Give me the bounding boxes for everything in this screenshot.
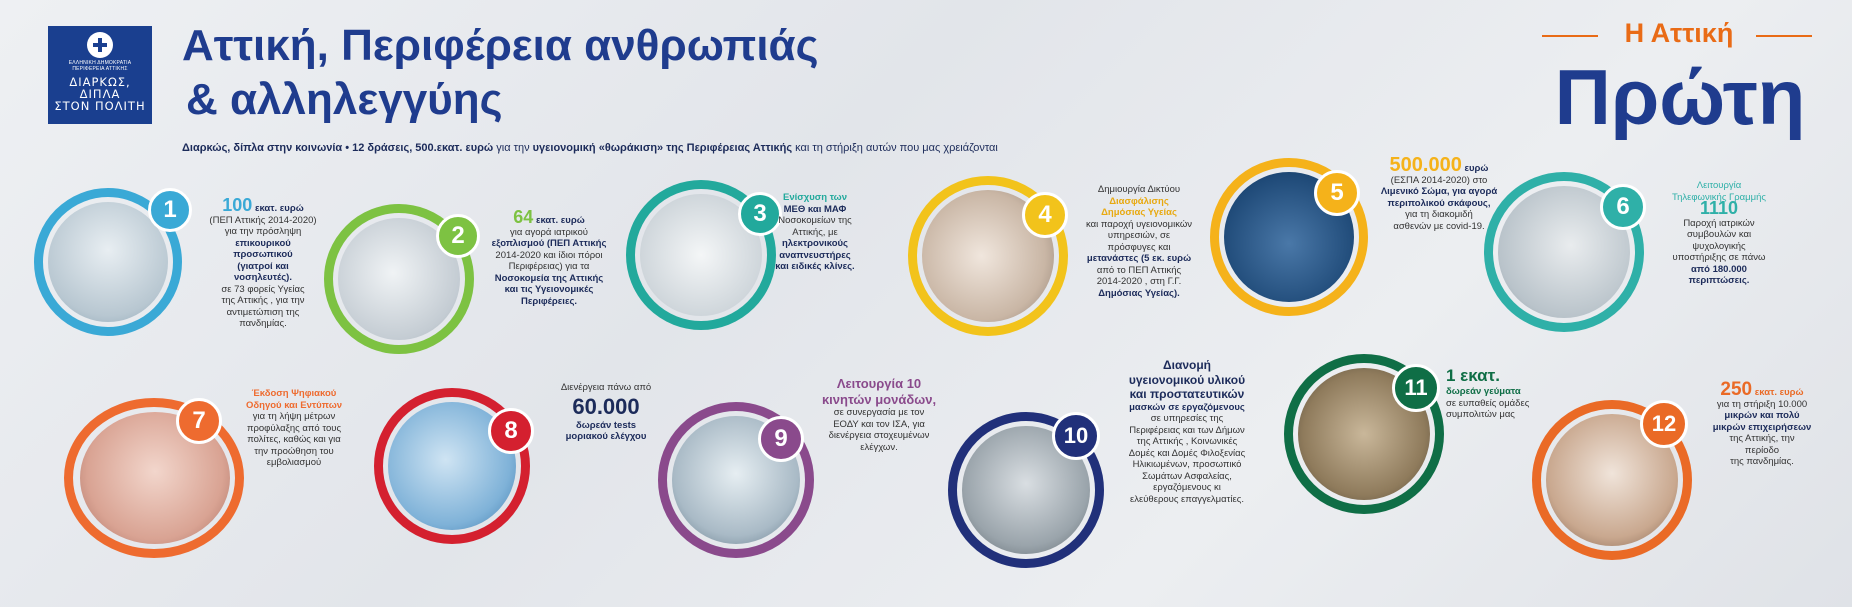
item-5-line: Λιμενικό Σώμα, για αγορά <box>1380 186 1498 197</box>
item-12-line: για τη στήριξη 10.000 <box>1716 398 1808 410</box>
item-3-text <box>766 192 864 273</box>
item-10-line: ελεύθερους επαγγελματίες. <box>1130 493 1244 505</box>
item-1-text <box>208 195 318 330</box>
item-6-line: Λειτουργία <box>1696 180 1742 191</box>
item-6-line: από 180.000 <box>1691 263 1747 275</box>
page-subtitle <box>182 142 998 154</box>
item-6-badge: 6 <box>1600 184 1646 230</box>
item-6-line: Τηλεφωνικής Γραμμής <box>1671 191 1766 203</box>
item-1-number: 100 <box>222 195 253 215</box>
item-7-line: προφύλαξης από τους <box>246 422 342 434</box>
subtitle-part-c: υγειονομική «θωράκιση» της Περιφέρειας Αττικής <box>532 142 793 154</box>
item-8-line: Διενέργεια πάνω από <box>560 382 652 393</box>
item-7-text <box>234 388 354 469</box>
item-11-text <box>1446 366 1558 421</box>
item-5-line: ασθενών με covid-19. <box>1393 220 1485 232</box>
item-10-line: υγειονομικού υλικού <box>1128 372 1246 387</box>
item-10-line: της Αττικής , Κοινωνικές <box>1136 436 1238 447</box>
item-5-line: για τη διακομιδή <box>1405 209 1473 220</box>
item-1-line: (γιατροί και νοσηλευτές). <box>234 260 292 283</box>
item-10-line: Σωμάτων Ασφαλείας, <box>1142 470 1232 482</box>
item-11-line: σε ευπαθείς ομάδες <box>1446 397 1530 409</box>
item-6-line: περιπτώσεις. <box>1688 275 1750 286</box>
item-5-badge: 5 <box>1314 170 1360 216</box>
item-12-line: περίοδο <box>1744 444 1780 456</box>
item-7-line: για τη λήψη μέτρων <box>252 411 336 422</box>
item-12-badge: 12 <box>1640 400 1688 448</box>
item-2-line: Περιφέρειες. <box>520 295 578 307</box>
item-2-line: εξοπλισμού (ΠΕΠ Αττικής <box>491 238 607 249</box>
item-10-line: μασκών σε εργαζόμενους <box>1129 401 1245 413</box>
item-10-line: σε υπηρεσίες της <box>1150 413 1224 424</box>
item-5-line: (ΕΣΠΑ 2014-2020) στο <box>1390 174 1488 186</box>
page-title: Αττική, Περιφέρεια ανθρωπιάς <box>182 21 819 70</box>
item-8-text <box>550 382 662 443</box>
item-10-line: Διανομή <box>1162 358 1211 372</box>
item-5-text <box>1380 154 1498 232</box>
item-11-line: συμπολιτών μας <box>1446 409 1515 420</box>
item-1-line: πανδημίας. <box>239 318 287 329</box>
item-3-line: αναπνευστήρες <box>779 249 851 261</box>
item-11-number: 1 εκατ. <box>1446 366 1500 385</box>
item-12-line: μικρών επιχειρήσεων <box>1712 421 1812 433</box>
brand-title: Πρώτη <box>1554 53 1806 141</box>
item-7-line: την προώθηση του <box>254 445 334 457</box>
item-2-line: για αγορά ιατρικού <box>509 226 589 238</box>
subtitle-part-a: Διαρκώς, δίπλα στην κοινωνία • 12 δράσεις, 500.εκατ. ευρώ <box>182 142 494 154</box>
item-5-number: 500.000 <box>1389 154 1462 176</box>
item-4-line: από το ΠΕΠ Αττικής <box>1096 264 1182 276</box>
item-8-line: μοριακού ελέγχου <box>565 431 647 442</box>
item-12-text <box>1700 379 1824 468</box>
item-1-line: εκατ. ευρώ <box>254 203 304 214</box>
item-12-line: εκατ. ευρώ <box>1754 387 1804 398</box>
item-2-line: εκατ. ευρώ <box>535 215 585 226</box>
item-6-line: ψυχολογικής <box>1692 240 1746 252</box>
item-8-badge: 8 <box>488 408 534 454</box>
item-9-line: κινητών μονάδων, <box>821 391 937 407</box>
item-4-line: Δημιουργία Δικτύου <box>1097 184 1181 195</box>
region-logo <box>48 26 152 124</box>
item-4-badge: 4 <box>1022 192 1068 238</box>
item-3-line: Νοσοκομείων της <box>778 215 852 226</box>
item-7-line: Οδηγού και Εντύπων <box>245 399 343 411</box>
item-7-line: Έκδοση Ψηφιακού <box>251 388 337 399</box>
item-1-line: επικουρικού προσωπικού <box>233 237 293 260</box>
item-5-line: ευρώ <box>1464 163 1489 174</box>
item-9-badge: 9 <box>758 416 804 462</box>
item-9-line: σε συνεργασία με τον <box>833 407 925 418</box>
item-10-text <box>1112 358 1262 505</box>
item-6-line: υποστήριξης σε πάνω <box>1672 252 1766 263</box>
item-4-line: υπηρεσιών, σε <box>1107 230 1171 241</box>
logo-line-5: ΣΤΟΝ ΠΟΛΙΤΗ <box>54 99 146 113</box>
item-1-line: της Αττικής , για την <box>221 295 305 306</box>
item-11-badge: 11 <box>1392 364 1440 412</box>
item-4-line: Δημόσιας Υγείας <box>1101 207 1177 218</box>
item-12-line: μικρών και πολύ <box>1724 410 1800 421</box>
item-7-line: πολίτες, καθώς και για <box>247 434 341 445</box>
item-4-text <box>1080 184 1198 299</box>
item-9-text <box>814 376 944 453</box>
item-11-line: δωρεάν γεύματα <box>1446 386 1521 397</box>
item-10-badge: 10 <box>1052 412 1100 460</box>
item-1-line: αντιμετώπιση της <box>226 306 300 318</box>
subtitle-part-d: και τη στήριξη αυτών που μας χρειάζονται <box>792 142 998 154</box>
item-1-line: για την πρόσληψη <box>224 226 302 237</box>
item-7-line: εμβολιασμού <box>266 457 322 468</box>
item-9-line: ελέγχων. <box>860 441 898 453</box>
item-9-line: Λειτουργία 10 <box>836 376 922 391</box>
item-3-line: ηλεκτρονικούς <box>782 238 848 249</box>
item-3-line: ΜΕΘ και ΜΑΦ <box>783 203 847 215</box>
item-3-line: Ενίσχυση των <box>783 192 847 203</box>
item-1-badge: 1 <box>148 188 192 232</box>
item-10-line: Ηλικιωμένων, προσωπικό <box>1132 459 1242 470</box>
brand-tagline: Η Αττική <box>1624 18 1734 48</box>
item-5-line: περιπολικού σκάφους, <box>1387 197 1491 209</box>
page-title-line-2: & αλληλεγγύης <box>186 75 503 124</box>
item-10-line: και προστατευτικών <box>1129 387 1245 401</box>
item-1-line: (ΠΕΠ Αττικής 2014-2020) <box>209 214 317 226</box>
item-6-line: Παροχή ιατρικών <box>1683 217 1755 229</box>
item-6-number: 1110 <box>1699 198 1739 218</box>
item-2-line: Νοσοκομεία της Αττικής <box>494 272 604 284</box>
item-6-text <box>1660 180 1778 287</box>
logo-line-4: ΔΙΠΛΑ <box>79 87 121 101</box>
item-4-line: πρόσφυγες και <box>1107 241 1171 253</box>
item-3-badge: 3 <box>738 192 782 236</box>
item-2-line: Περιφέρειας) για τα <box>508 261 590 272</box>
item-10-line: Περιφέρειας και των Δήμων <box>1129 424 1245 436</box>
item-4-line: μετανάστες (5 εκ. ευρώ <box>1086 253 1192 264</box>
item-4-line: και παροχή υγειονομικών <box>1085 218 1193 230</box>
item-8-number: 60.000 <box>572 393 640 419</box>
item-2-badge: 2 <box>436 214 480 258</box>
item-6-line: συμβουλών και <box>1686 229 1752 240</box>
item-4-line: Δημόσιας Υγείας). <box>1098 287 1180 299</box>
item-2-line: και τις Υγειονομικές <box>504 284 594 295</box>
item-4-line: Διασφάλισης <box>1109 195 1169 207</box>
item-10-line: εργαζόμενους κι <box>1153 482 1221 493</box>
logo-line-1: ΕΛΛΗΝΙΚΗ ΔΗΜΟΚΡΑΤΙΑ <box>68 60 132 66</box>
cross-emblem-icon <box>87 32 113 58</box>
item-12-number: 250 <box>1720 379 1753 400</box>
item-2-line: 2014-2020 και ίδιοι πόροι <box>495 249 603 261</box>
item-8-line: δωρεάν tests <box>575 419 637 431</box>
logo-line-2: ΠΕΡΙΦΕΡΕΙΑ ΑΤΤΙΚΗΣ <box>72 66 128 72</box>
item-12-line: της πανδημίας. <box>1730 456 1794 467</box>
item-3-line: Αττικής, με <box>792 226 838 238</box>
logo-line-3: ΔΙΑΡΚΩΣ, <box>69 75 131 89</box>
item-2-number: 64 <box>513 207 534 227</box>
item-4-line: 2014-2020 , στη Γ.Γ. <box>1096 276 1182 287</box>
item-2-text <box>490 207 608 307</box>
item-10-line: Δομές και Δομές Φιλοξενίας <box>1128 447 1246 459</box>
item-9-line: διενέργεια στοχευμένων <box>828 430 930 441</box>
item-9-line: ΕΟΔΥ και τον ΙΣΑ, για <box>833 418 925 430</box>
item-12-line: της Αττικής, την <box>1729 433 1795 444</box>
item-1-line: σε 73 φορείς Υγείας <box>221 283 305 295</box>
subtitle-part-b: για την <box>493 142 533 154</box>
item-3-line: και ειδικές κλίνες. <box>775 261 855 272</box>
item-7-badge: 7 <box>176 398 222 444</box>
